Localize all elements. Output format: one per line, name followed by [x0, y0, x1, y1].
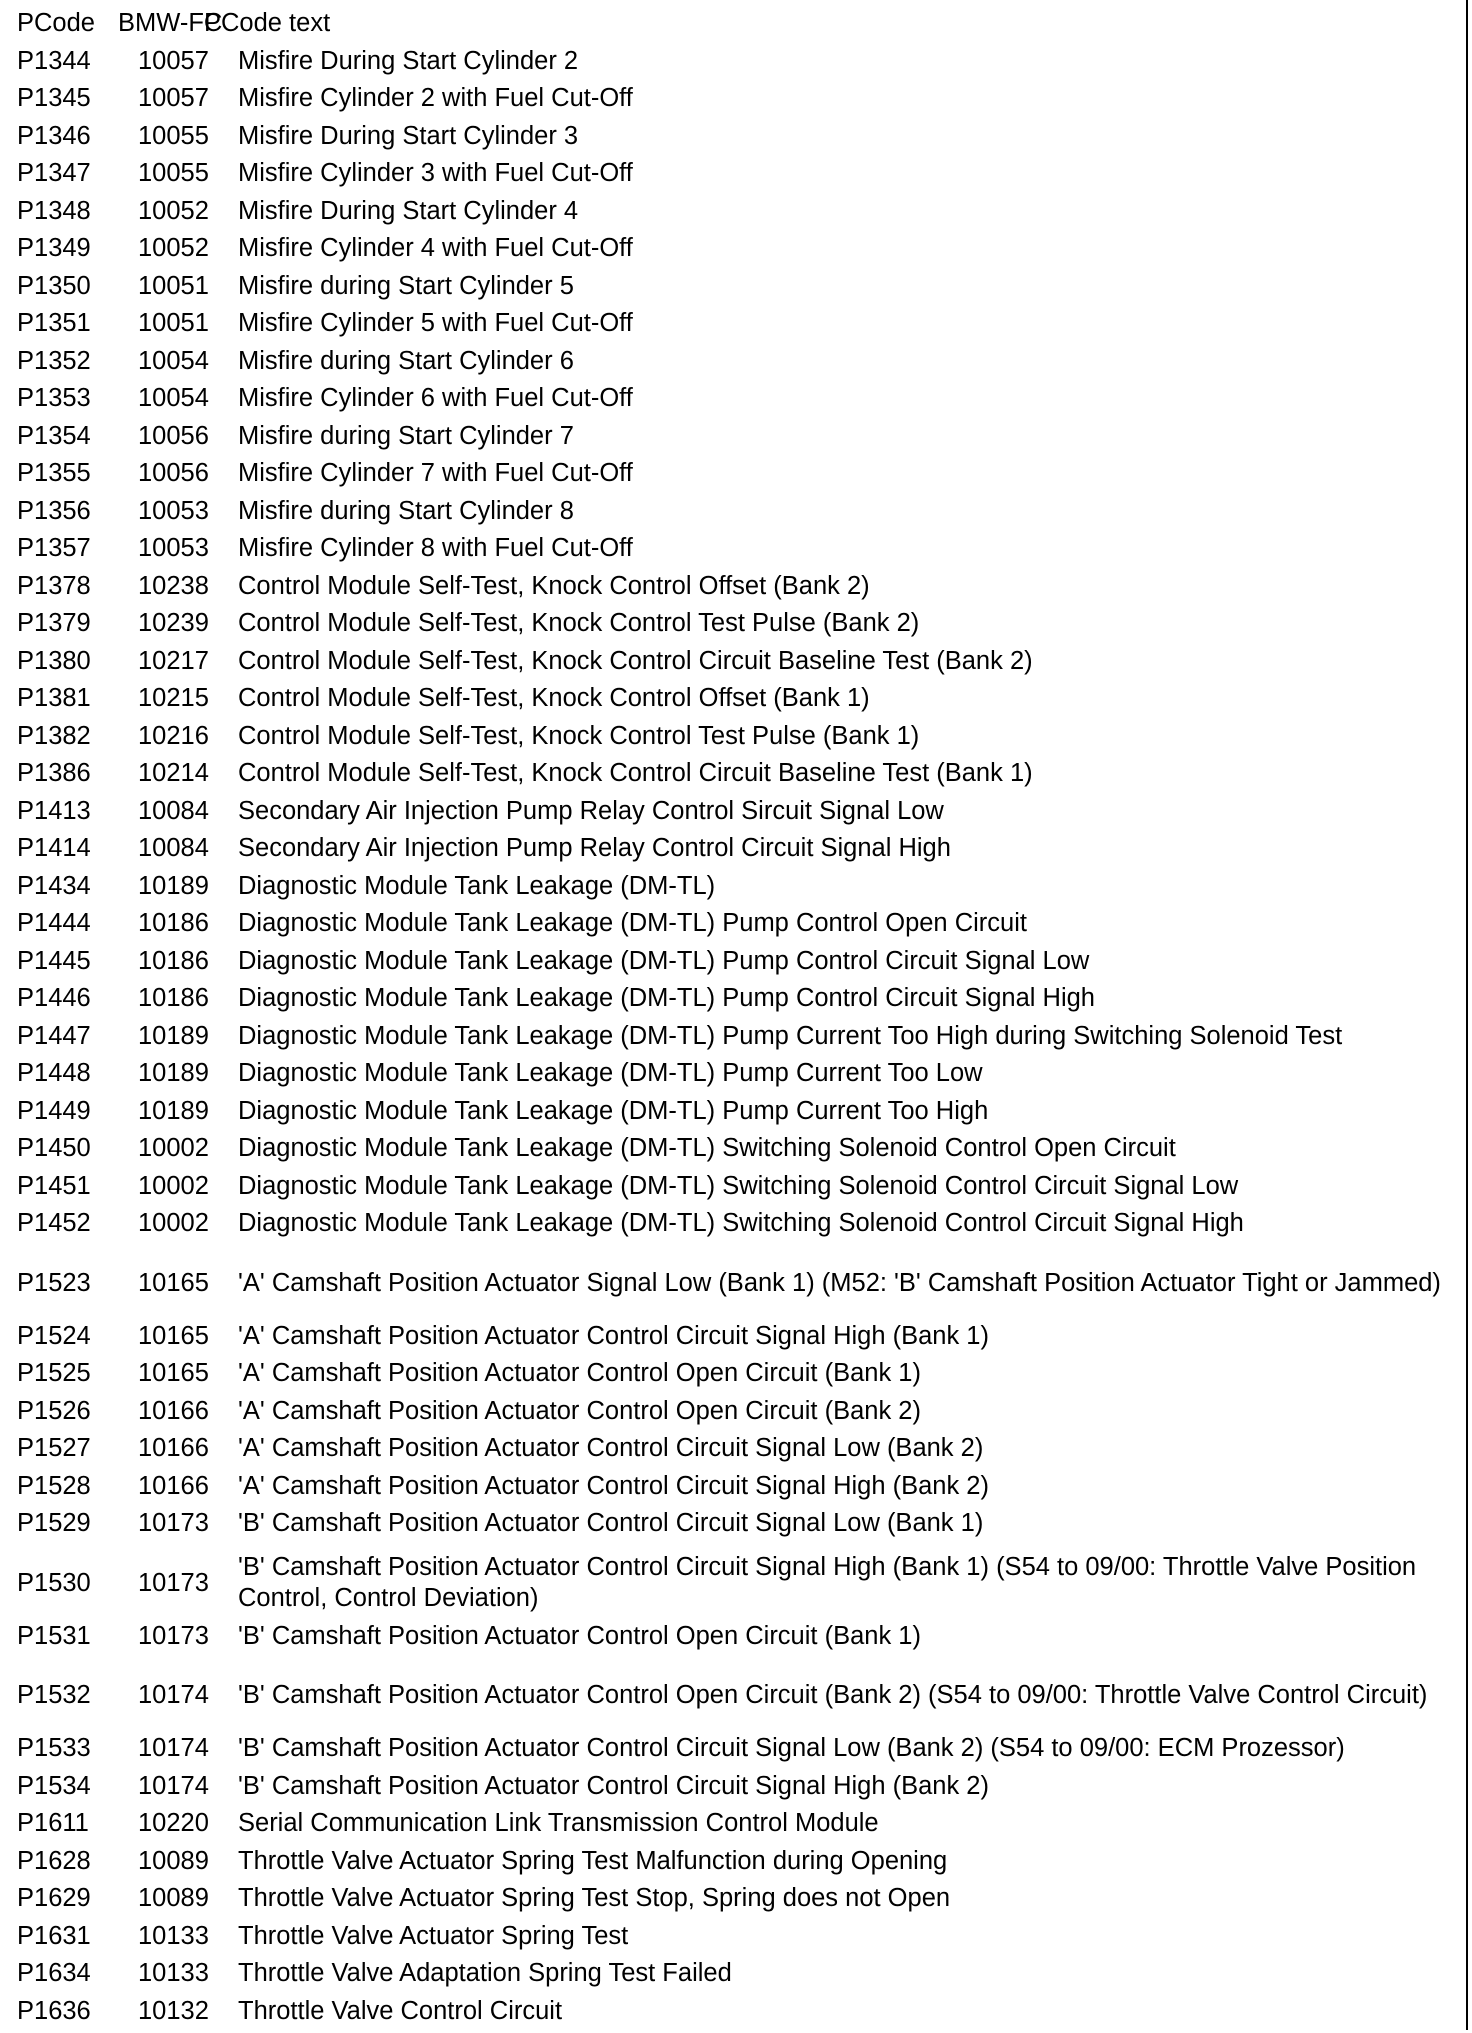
table-row	[0, 1546, 1466, 1621]
row-pcode: P1348	[0, 196, 118, 227]
row-bmw-fc: 10186	[118, 908, 238, 939]
row-pcode: P1631	[0, 1921, 118, 1952]
row-bmw-fc: 10220	[118, 1808, 238, 1839]
row-pcode: P1527	[0, 1433, 118, 1464]
row-pcode-text: Misfire Cylinder 5 with Fuel Cut-Off	[238, 308, 1448, 339]
row-bmw-fc: 10056	[118, 458, 238, 489]
row-bmw-fc: 10055	[118, 158, 238, 189]
row-bmw-fc: 10054	[118, 383, 238, 414]
row-pcode: P1379	[0, 608, 118, 639]
row-pcode: P1634	[0, 1958, 118, 1989]
table-row	[0, 383, 1466, 421]
table-row	[0, 1846, 1466, 1884]
row-pcode-text: Misfire during Start Cylinder 8	[238, 496, 1448, 527]
row-pcode-text: Throttle Valve Actuator Spring Test Malfunction during Opening	[238, 1846, 1448, 1877]
row-bmw-fc: 10165	[118, 1358, 238, 1389]
row-bmw-fc: 10189	[118, 1058, 238, 1089]
table-row	[0, 421, 1466, 459]
table-row	[0, 196, 1466, 234]
row-pcode: P1526	[0, 1396, 118, 1427]
table-row	[0, 1208, 1466, 1246]
row-bmw-fc: 10165	[118, 1321, 238, 1352]
pcode-table	[0, 8, 1466, 2033]
row-pcode-text: Throttle Valve Control Circuit	[238, 1996, 1448, 2027]
row-pcode: P1533	[0, 1733, 118, 1764]
row-pcode-text: Misfire During Start Cylinder 2	[238, 46, 1448, 77]
row-pcode-text: 'B' Camshaft Position Actuator Control Open Circuit (Bank 1)	[238, 1621, 1448, 1652]
row-bmw-fc: 10132	[118, 1996, 238, 2027]
row-pcode: P1380	[0, 646, 118, 677]
row-pcode: P1528	[0, 1471, 118, 1502]
row-bmw-fc: 10166	[118, 1396, 238, 1427]
table-row	[0, 121, 1466, 159]
row-pcode: P1352	[0, 346, 118, 377]
table-row	[0, 833, 1466, 871]
row-pcode: P1357	[0, 533, 118, 564]
row-pcode-text: Throttle Valve Actuator Spring Test	[238, 1921, 1448, 1952]
row-pcode-text: Secondary Air Injection Pump Relay Control Circuit Signal High	[238, 833, 1448, 864]
table-row	[0, 721, 1466, 759]
row-pcode-text: Diagnostic Module Tank Leakage (DM-TL) Pump Current Too High during Switching Solenoid Test	[238, 1021, 1448, 1052]
table-row	[0, 496, 1466, 534]
row-pcode-text: Control Module Self-Test, Knock Control Offset (Bank 2)	[238, 571, 1448, 602]
row-bmw-fc: 10084	[118, 833, 238, 864]
row-pcode-text: 'B' Camshaft Position Actuator Control Circuit Signal Low (Bank 1)	[238, 1508, 1448, 1539]
row-bmw-fc: 10186	[118, 983, 238, 1014]
row-pcode-text: 'B' Camshaft Position Actuator Control Circuit Signal High (Bank 1) (S54 to 09/00: Throttle Valve Position Control, Control Deviation)	[238, 1552, 1448, 1614]
row-pcode-text: Control Module Self-Test, Knock Control Circuit Baseline Test (Bank 2)	[238, 646, 1448, 677]
row-pcode: P1525	[0, 1358, 118, 1389]
row-pcode: P1414	[0, 833, 118, 864]
table-row	[0, 83, 1466, 121]
table-row	[0, 1921, 1466, 1959]
table-row	[0, 1358, 1466, 1396]
row-pcode-text: Diagnostic Module Tank Leakage (DM-TL) Pump Control Open Circuit	[238, 908, 1448, 939]
row-bmw-fc: 10089	[118, 1883, 238, 1914]
table-body	[0, 46, 1466, 2033]
table-row	[0, 1321, 1466, 1359]
row-bmw-fc: 10165	[118, 1268, 238, 1299]
row-pcode-text: 'A' Camshaft Position Actuator Signal Low (Bank 1) (M52: 'B' Camshaft Position Actuator Tight or Jammed)	[238, 1268, 1448, 1299]
row-bmw-fc: 10166	[118, 1471, 238, 1502]
row-pcode-text: Misfire Cylinder 6 with Fuel Cut-Off	[238, 383, 1448, 414]
row-pcode-text: 'A' Camshaft Position Actuator Control Circuit Signal High (Bank 1)	[238, 1321, 1448, 1352]
row-pcode-text: Diagnostic Module Tank Leakage (DM-TL) Pump Current Too Low	[238, 1058, 1448, 1089]
row-pcode-text: Control Module Self-Test, Knock Control Circuit Baseline Test (Bank 1)	[238, 758, 1448, 789]
table-row	[0, 1471, 1466, 1509]
table-row	[0, 46, 1466, 84]
row-bmw-fc: 10089	[118, 1846, 238, 1877]
row-pcode: P1350	[0, 271, 118, 302]
row-pcode-text: 'B' Camshaft Position Actuator Control Circuit Signal High (Bank 2)	[238, 1771, 1448, 1802]
row-pcode: P1355	[0, 458, 118, 489]
row-pcode: P1344	[0, 46, 118, 77]
table-row	[0, 1058, 1466, 1096]
table-row	[0, 571, 1466, 609]
table-row	[0, 308, 1466, 346]
row-pcode-text: Misfire Cylinder 3 with Fuel Cut-Off	[238, 158, 1448, 189]
row-bmw-fc: 10052	[118, 233, 238, 264]
row-pcode-text: Throttle Valve Adaptation Spring Test Failed	[238, 1958, 1448, 1989]
table-row	[0, 1171, 1466, 1209]
row-bmw-fc: 10173	[118, 1568, 238, 1599]
table-row	[0, 458, 1466, 496]
row-pcode-text: Control Module Self-Test, Knock Control Offset (Bank 1)	[238, 683, 1448, 714]
row-bmw-fc: 10214	[118, 758, 238, 789]
table-row	[0, 1808, 1466, 1846]
row-pcode: P1354	[0, 421, 118, 452]
table-row	[0, 983, 1466, 1021]
row-pcode: P1629	[0, 1883, 118, 1914]
row-pcode: P1530	[0, 1568, 118, 1599]
row-pcode: P1451	[0, 1171, 118, 1202]
row-pcode-text: 'B' Camshaft Position Actuator Control Open Circuit (Bank 2) (S54 to 09/00: Throttle Valve Control Circuit)	[238, 1680, 1448, 1711]
row-bmw-fc: 10217	[118, 646, 238, 677]
row-bmw-fc: 10216	[118, 721, 238, 752]
row-bmw-fc: 10173	[118, 1508, 238, 1539]
table-row	[0, 1433, 1466, 1471]
row-bmw-fc: 10174	[118, 1733, 238, 1764]
row-pcode-text: Secondary Air Injection Pump Relay Control Sircuit Signal Low	[238, 796, 1448, 827]
row-pcode: P1346	[0, 121, 118, 152]
row-pcode: P1450	[0, 1133, 118, 1164]
table-row	[0, 346, 1466, 384]
row-pcode-text: 'A' Camshaft Position Actuator Control Open Circuit (Bank 2)	[238, 1396, 1448, 1427]
row-bmw-fc: 10002	[118, 1208, 238, 1239]
row-pcode: P1447	[0, 1021, 118, 1052]
table-row	[0, 1733, 1466, 1771]
row-pcode: P1434	[0, 871, 118, 902]
row-pcode: P1381	[0, 683, 118, 714]
row-bmw-fc: 10189	[118, 871, 238, 902]
row-pcode: P1386	[0, 758, 118, 789]
row-bmw-fc: 10133	[118, 1958, 238, 1989]
row-bmw-fc: 10052	[118, 196, 238, 227]
row-pcode: P1347	[0, 158, 118, 189]
row-bmw-fc: 10055	[118, 121, 238, 152]
row-bmw-fc: 10215	[118, 683, 238, 714]
row-pcode: P1378	[0, 571, 118, 602]
row-bmw-fc: 10166	[118, 1433, 238, 1464]
table-row	[0, 233, 1466, 271]
row-bmw-fc: 10054	[118, 346, 238, 377]
row-pcode-text: 'B' Camshaft Position Actuator Control Circuit Signal Low (Bank 2) (S54 to 09/00: ECM Prozessor)	[238, 1733, 1448, 1764]
row-pcode: P1534	[0, 1771, 118, 1802]
table-row	[0, 271, 1466, 309]
row-pcode-text: Diagnostic Module Tank Leakage (DM-TL) Switching Solenoid Control Open Circuit	[238, 1133, 1448, 1164]
row-pcode-text: Control Module Self-Test, Knock Control Test Pulse (Bank 2)	[238, 608, 1448, 639]
row-bmw-fc: 10051	[118, 271, 238, 302]
row-bmw-fc: 10174	[118, 1680, 238, 1711]
table-row	[0, 1396, 1466, 1434]
row-pcode-text: Misfire during Start Cylinder 5	[238, 271, 1448, 302]
row-pcode: P1448	[0, 1058, 118, 1089]
row-bmw-fc: 10174	[118, 1771, 238, 1802]
row-bmw-fc: 10057	[118, 46, 238, 77]
table-row	[0, 758, 1466, 796]
row-pcode-text: Diagnostic Module Tank Leakage (DM-TL)	[238, 871, 1448, 902]
row-bmw-fc: 10084	[118, 796, 238, 827]
header-pcode: PCode	[0, 8, 118, 39]
table-row	[0, 1096, 1466, 1134]
table-row	[0, 158, 1466, 196]
row-bmw-fc: 10186	[118, 946, 238, 977]
table-row	[0, 1246, 1466, 1321]
table-row	[0, 683, 1466, 721]
row-bmw-fc: 10189	[118, 1021, 238, 1052]
table-row	[0, 871, 1466, 909]
row-pcode-text: Diagnostic Module Tank Leakage (DM-TL) Switching Solenoid Control Circuit Signal High	[238, 1208, 1448, 1239]
row-pcode: P1446	[0, 983, 118, 1014]
row-pcode: P1444	[0, 908, 118, 939]
row-pcode-text: Misfire during Start Cylinder 6	[238, 346, 1448, 377]
row-pcode: P1636	[0, 1996, 118, 2027]
row-pcode: P1523	[0, 1268, 118, 1299]
row-pcode-text: Misfire During Start Cylinder 3	[238, 121, 1448, 152]
table-row	[0, 1133, 1466, 1171]
row-pcode: P1445	[0, 946, 118, 977]
table-row	[0, 908, 1466, 946]
header-bmw-fc: BMW-FC	[118, 8, 202, 39]
row-pcode-text: Misfire Cylinder 7 with Fuel Cut-Off	[238, 458, 1448, 489]
row-pcode: P1351	[0, 308, 118, 339]
row-pcode: P1353	[0, 383, 118, 414]
row-pcode: P1628	[0, 1846, 118, 1877]
table-row	[0, 796, 1466, 834]
row-bmw-fc: 10189	[118, 1096, 238, 1127]
row-pcode: P1529	[0, 1508, 118, 1539]
row-pcode: P1452	[0, 1208, 118, 1239]
table-row	[0, 533, 1466, 571]
table-row	[0, 1508, 1466, 1546]
row-pcode-text: Misfire Cylinder 8 with Fuel Cut-Off	[238, 533, 1448, 564]
row-bmw-fc: 10056	[118, 421, 238, 452]
row-bmw-fc: 10053	[118, 496, 238, 527]
table-row	[0, 1996, 1466, 2033]
header-pcode-text: PCode text	[202, 8, 1414, 39]
row-pcode-text: Diagnostic Module Tank Leakage (DM-TL) Pump Control Circuit Signal Low	[238, 946, 1448, 977]
row-pcode-text: Throttle Valve Actuator Spring Test Stop, Spring does not Open	[238, 1883, 1448, 1914]
table-row	[0, 608, 1466, 646]
table-header	[0, 8, 1466, 46]
table-right-border	[1466, 0, 1468, 2030]
row-pcode-text: Diagnostic Module Tank Leakage (DM-TL) Switching Solenoid Control Circuit Signal Low	[238, 1171, 1448, 1202]
row-bmw-fc: 10051	[118, 308, 238, 339]
row-pcode: P1532	[0, 1680, 118, 1711]
row-bmw-fc: 10002	[118, 1133, 238, 1164]
row-pcode: P1611	[0, 1808, 118, 1839]
row-pcode-text: Misfire During Start Cylinder 4	[238, 196, 1448, 227]
row-pcode-text: Control Module Self-Test, Knock Control Test Pulse (Bank 1)	[238, 721, 1448, 752]
row-pcode-text: 'A' Camshaft Position Actuator Control Circuit Signal Low (Bank 2)	[238, 1433, 1448, 1464]
table-row	[0, 646, 1466, 684]
row-bmw-fc: 10053	[118, 533, 238, 564]
row-pcode-text: 'A' Camshaft Position Actuator Control Circuit Signal High (Bank 2)	[238, 1471, 1448, 1502]
row-pcode: P1345	[0, 83, 118, 114]
row-pcode-text: Diagnostic Module Tank Leakage (DM-TL) Pump Control Circuit Signal High	[238, 983, 1448, 1014]
row-pcode: P1413	[0, 796, 118, 827]
row-bmw-fc: 10133	[118, 1921, 238, 1952]
row-pcode: P1382	[0, 721, 118, 752]
row-bmw-fc: 10239	[118, 608, 238, 639]
row-pcode-text: 'A' Camshaft Position Actuator Control Open Circuit (Bank 1)	[238, 1358, 1448, 1389]
table-row	[0, 1771, 1466, 1809]
row-pcode: P1449	[0, 1096, 118, 1127]
table-row	[0, 1958, 1466, 1996]
table-row	[0, 1621, 1466, 1659]
table-row	[0, 1658, 1466, 1733]
row-bmw-fc: 10238	[118, 571, 238, 602]
row-pcode: P1531	[0, 1621, 118, 1652]
row-bmw-fc: 10173	[118, 1621, 238, 1652]
row-bmw-fc: 10002	[118, 1171, 238, 1202]
table-row	[0, 1021, 1466, 1059]
row-pcode: P1356	[0, 496, 118, 527]
row-pcode: P1524	[0, 1321, 118, 1352]
row-pcode-text: Misfire Cylinder 2 with Fuel Cut-Off	[238, 83, 1448, 114]
table-row	[0, 1883, 1466, 1921]
table-row	[0, 946, 1466, 984]
row-bmw-fc: 10057	[118, 83, 238, 114]
row-pcode: P1349	[0, 233, 118, 264]
row-pcode-text: Diagnostic Module Tank Leakage (DM-TL) Pump Current Too High	[238, 1096, 1448, 1127]
row-pcode-text: Serial Communication Link Transmission Control Module	[238, 1808, 1448, 1839]
row-pcode-text: Misfire during Start Cylinder 7	[238, 421, 1448, 452]
row-pcode-text: Misfire Cylinder 4 with Fuel Cut-Off	[238, 233, 1448, 264]
